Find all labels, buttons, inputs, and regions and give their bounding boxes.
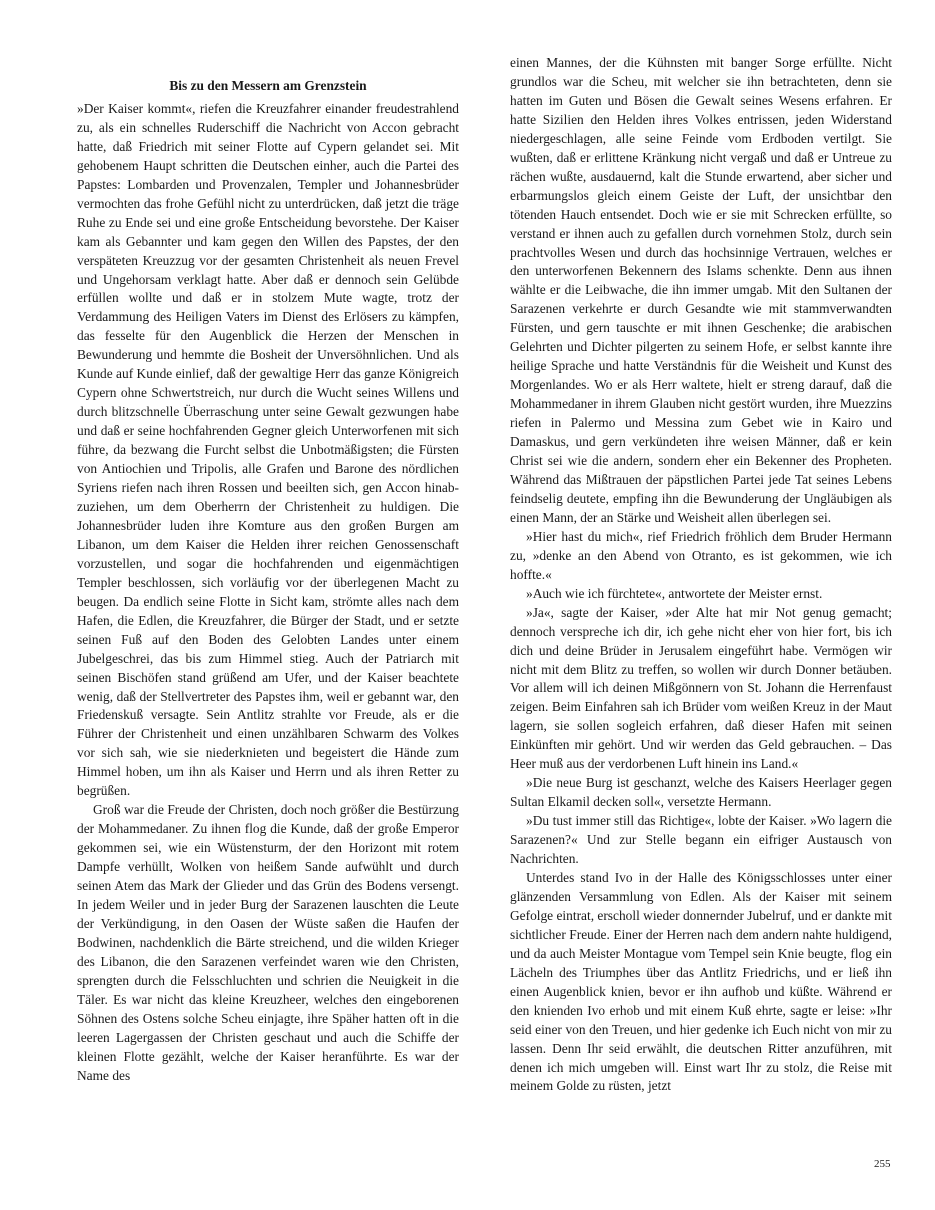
page-number: 255 <box>874 1158 891 1170</box>
chapter-title: Bis zu den Messern am Grenzstein <box>169 78 367 93</box>
right-column <box>510 54 892 1096</box>
paragraph: Groß war die Freude der Christen, doch noch größer die Bestürzung der Mohammedaner. Zu ihnen flog die Kunde, daß der große Emperor gekommen sei, wie ein Wüstensturm, der den Horizont mit rotem Dampfe verhüllt, Wolken von heißem Sande aufwühlt und durch seinen Atem das Mark der Glieder und das Grün des Bodens versengt. In jedem Weiler und in jeder Burg der Sarazenen lauschten die Leute der Verkündigung, in den Oasen der Wüste saßen die Haufen der Bodwinen, nachdenklich die Bärte streichend, und die wilden Krieger des Libanon, die den Sarazenen verfeindet waren wie den Christen, sprengten durch die Felsschluchten und schrien die Neuigkeit in die Täler. Es war nicht das kleine Kreuzheer, welches den eingeborenen Söhnen des Ostens solche Scheu einjagte, ihre Späher hatten oft in die leeren Lagergassen der Christen geschaut und auch die Schiffe der kleinen Flotte gezählt, welche der Kaiser heranführte. Es war der Name des <box>77 802 459 1083</box>
paragraph: »Der Kaiser kommt«, riefen die Kreuzfahrer einander freudestrahlend zu, als ein schnelles Ruderschiff die Nachricht von Accon gebracht hatte, daß Friedrich mit seiner Flotte auf Cypern gelandet sei. Mit gehobenem Haupt schritten die Deutschen einher, auch die Partei des Papstes: Lombarden und Provenzalen, Templer und Johannesbrüder vermochten das frohe Gefühl nicht zu unterdrücken, daß jetzt die träge Ruhe zu Ende sei und eine große Entscheidung bevorstehe. Der Kaiser kam als Gebannter und kam gegen den Willen des Papstes, der den verspäteten Kreuzzug vor der gesamten Christenheit als neuen Frevel und Ungehorsam verklagt hatte. Aber daß er dennoch sein Gelübde erfüllen wollte und daß er in stolzem Mute wagte, trotz der Verdammung des Heiligen Vaters im Dienst des Erlösers zu kämpfen, das fesselte für den Augenblick die Herzen der Menschen in Bewunderung und hemmte die Bosheit der Unversöhnlichen. Und als Kunde auf Kunde einlief, daß der gewaltige Herr das ganze Königreich Cypern ohne Schwertstreich, nur durch die Wucht seines Willens und durch blitzschnelle Überraschung unter seine Gewalt gezwungen habe und daß er seine hochfahrenden Gegner gleich Unterworfenen mit sich führe, da bezwang die Furcht selbst die Unbotmäßigsten; die Fürsten von Antiochien und Tripolis, alle Grafen und Barone des nördlichen Syriens riefen nach ihren Rossen und beeilten sich, gen Accon hinabzuziehen, um dem Oberherrn der Christenheit zu huldigen. Die Johannesbrüder luden ihre Komture aus den großen Burgen am Libanon, um dem Kaiser die Helden ihrer reichen Genossenschaft vorzustellen, und sogar die hochfahrenden und eigenmächtigen Templer beschlossen, sich vorläufig vor der überlegenen Macht zu beugen. Da endlich seine Flotte in Sicht kam, strömte alles nach dem Hafen, die Edlen, die Kreuzfahrer, die Bürger der Stadt, und er setzte seinen Fuß auf den Boden des Gelobten Landes unter einem Jubelgeschrei, das bis zum Himmel stieg. Auch der Patriarch mit seinen Bischöfen stand grüßend am Ufer, und der Kaiser beachtete wenig, daß der Stellvertreter des Papstes ihm, weil er gebannt war, den Friedenskuß versagte. Sein Antlitz strahlte vor Freude, als er die Führer der Christenheit und einen unzählbaren Schwarm des Volkes vor sich sah, wie sie niederknieten und begeistert die Hände zum Himmel hoben, um ihn als Kaiser und Herrn und als ihren Retter zu begrüßen. <box>77 100 459 799</box>
paragraph: Unterdes stand Ivo in der Halle des Königsschlosses unter einer glänzenden Versammlung von Edlen. Als der Kaiser mit seinem Gefolge eintrat, erscholl wieder donnernder Jubelruf, und er dankte mit sichtlicher Freude. Einer der Herren nach dem andern nahte huldigend, und da auch Meister Montague vom Tempel sein Knie beugte, flog ein Lächeln des Triumphes über das Antlitz Friedrichs, und er ließ ihn einen Augenblick knien, bevor er ihn aufhob und küßte. Während er den knienden Ivo erhob und mit einem Kuß ehrte, sagte er leise: »Ihr seid einer von den Treuen, und hier gedenke ich Euch nicht von mir zu lassen. Denn Ihr seid erwählt, die deutschen Ritter anzuführen, mit denen ich mich umgeben will. Einst wart Ihr zu stolz, die Reise mit meinem Golde zu rüsten, jetzt <box>510 869 892 1094</box>
paragraph: »Du tust immer still das Richtige«, lobte der Kaiser. »Wo lagern die Sarazenen?« Und zur Stelle begann ein eifriger Austausch von Nachrichten. <box>510 813 892 867</box>
paragraph: »Die neue Burg ist geschanzt, welche des Kaisers Heerlager gegen Sultan Elkamil decken soll«, versetzte Hermann. <box>510 775 892 810</box>
paragraph: »Hier hast du mich«, rief Friedrich fröhlich dem Bruder Hermann zu, »denke an den Abend von Otranto, es ist gekommen, wie ich hoffte.« <box>510 528 892 582</box>
paragraph: »Ja«, sagte der Kaiser, »der Alte hat mir Not genug gemacht; dennoch verspreche ich dir, ich gehe nicht eher von hier fort, bis ich dich und deine Brüder in Jerusalem eingeführt habe. Vermögen wir nicht mit dem Blitz zu treffen, so wollen wir durch Donner betäuben. Vor allem will ich deinen Mißgönnern von St. Johann die Herrenfaust zeigen. Beim Einfahren sah ich Brüder vom weißen Kreuz in der Maut lagern, sie sollen sogleich erfahren, daß dieser Hafen mit seinen Einkünften mir gehört. Und wir werden das Geld gebrauchen. – Das Heer muß aus der verdorbenen Luft hinein ins Land.« <box>510 604 892 772</box>
paragraph: einen Mannes, der die Kühnsten mit banger Sorge erfüllte. Nicht grundlos war die Scheu, mit welcher sie ihn betrachteten, denn sie hatten im Guten und Bösen die Gewalt seines Wesens erfahren. Er hatte Sizilien den Helden ihres Volkes entrissen, jeden Widerstand niedergeschlagen, alle seine Feinde vom Erdboden vertilgt. Sie wußten, daß er erlittene Kränkung nicht vergaß und daß er Untreue zu rächen wußte, ausdauernd, kalt die Stunde erwartend, aber sicher und erbarmungslos gleich einem Geiste der Luft, der unsichtbar den tötenden Hauch entsendet. Doch wie er sie mit Schrecken erfüllte, so verstand er ihnen auch zu gefallen durch vornehmen Stolz, durch sein prachtvolles Wesen und durch das hochsinnige Vertrauen, welches er den unterworfenen Bekennern des Islams schenkte. Denn aus ihnen wählte er die Leibwache, die ihn immer umgab. Mit den Sultanen der Sarazenen verkehrte er durch Gesandte wie mit stammverwandten Fürsten, und gern tauschte er mit ihnen Geschenke; die arabischen Gelehrten und Dichter pilgerten zu seinem Hofe, er selbst kannte ihre heilige Sprache und hatte Verständnis für die Weisheit und Kunst des Morgenlandes. Wo er als Herr waltete, hielt er streng darauf, daß die Mohammedaner in ihrem Glauben nicht gestört wurden, ihre Muezzins riefen in Palermo und Messina zum Gebet wie in Kairo und Damaskus, und gern verkündeten ihre weisen Männer, daß er kein Christ sei wie die andern, sondern eher ein Bekenner des Propheten. Während das Mißtrauen der päpstlichen Partei jede Tat seines Lebens feindselig deutete, empfing ihn die Bewunderung der Ungläubigen als einen Mann, der an Stärke und Weisheit allen überlegen sei. <box>510 55 892 525</box>
paragraph: »Auch wie ich fürchtete«, antwortete der Meister ernst. <box>526 585 823 601</box>
left-column <box>77 54 459 1086</box>
